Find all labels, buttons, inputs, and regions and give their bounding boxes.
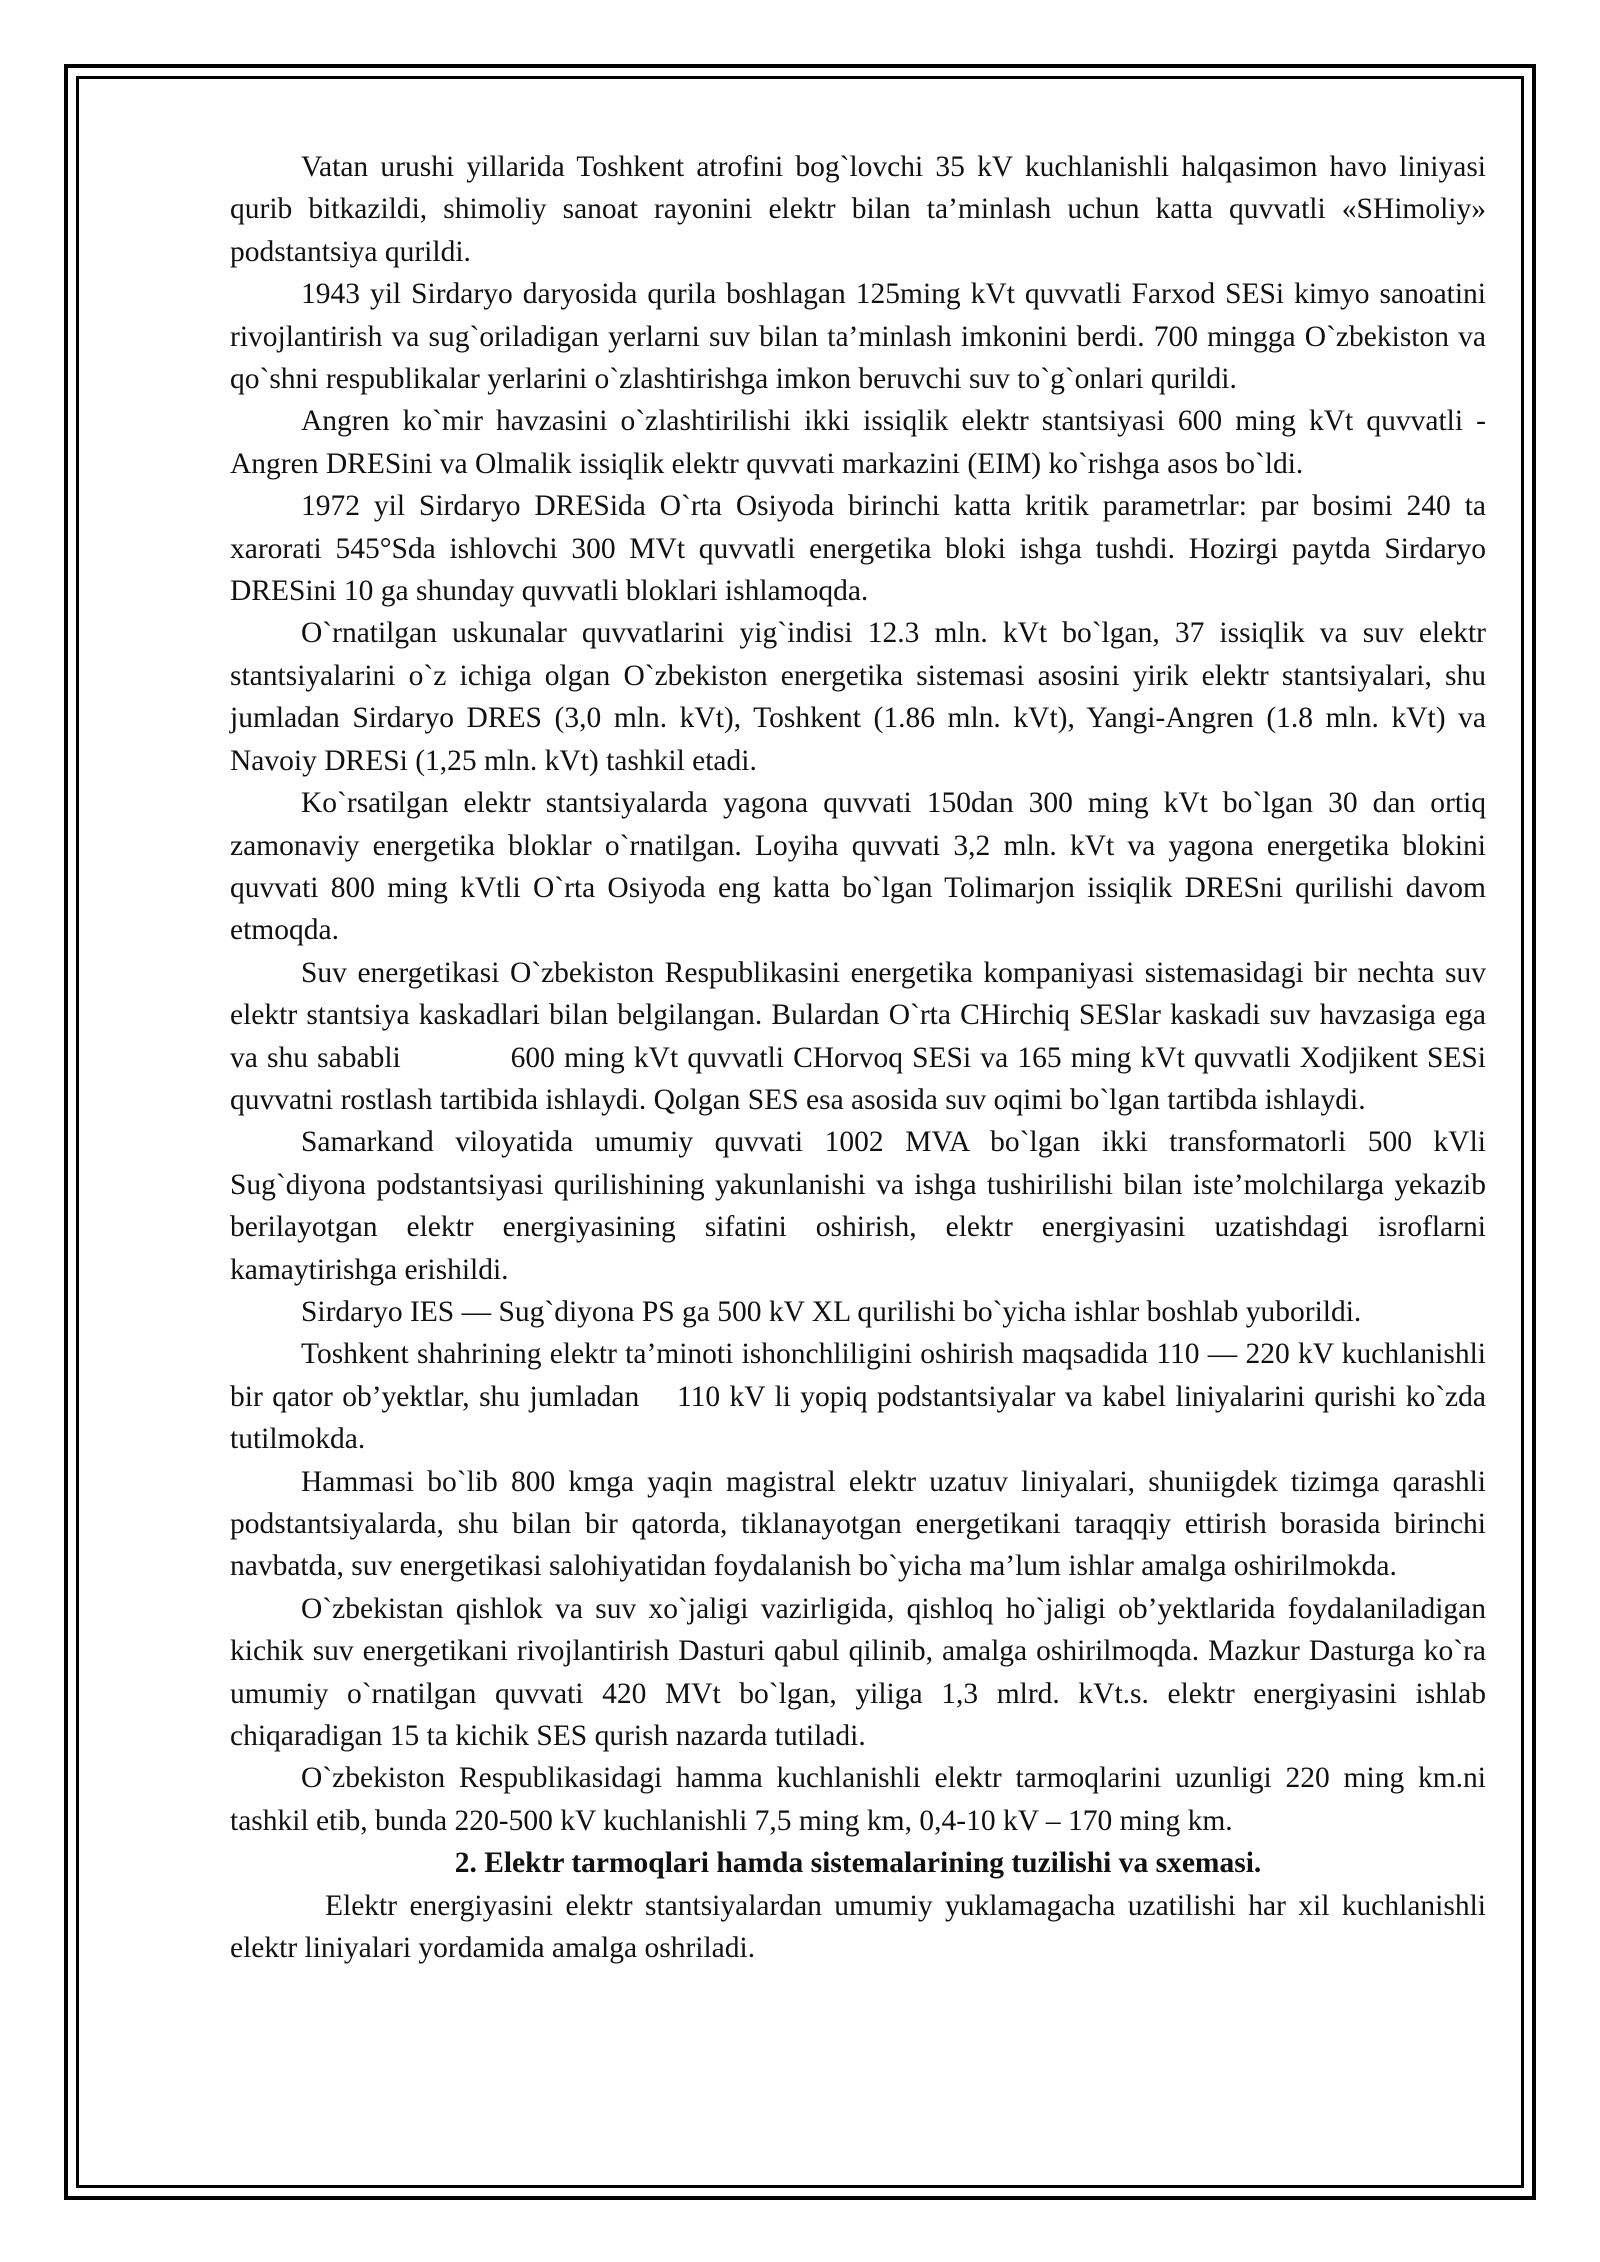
paragraph: Toshkent shahrining elektr ta’minoti ishonchliligini oshirish maqsadida 110 — 220 kV kuchlanishli bir qator ob’yektlar, shu jumladan 110 kV li yopiq podstantsiyalar va kabel liniyalarini qurishi ko`zda tutilmokda. bbox=[230, 1338, 1494, 1456]
paragraph: Suv energetikasi O`zbekiston Respublikasini energetika kompaniyasi sistemasidagi bir nechta suv elektr stantsiya kaskadlari bilan belgilangan. Bulardan O`rta CHirchiq SESlar kaskadi suv havzasiga ega va shu sababli 600 ming kVt quvvatli CHorvoq SESi va 165 ming kVt quvvatli Xodjikent SESi quvvatni rostlash tartibida ishlaydi. Qolgan SES esa asosida suv oqimi bo`lgan tartibda ishlaydi. bbox=[230, 956, 1494, 1116]
paragraph: O`rnatilgan uskunalar quvvatlarini yig`indisi 12.3 mln. kVt bo`lgan, 37 issiqlik va suv elektr stantsiyalarini o`z ichiga olgan O`zbekiston energetika sistemasi asosini yirik elektr stantsiyalari, shu jumladan Sirdaryo DRES (3,0 mln. kVt), Toshkent (1.86 mln. kVt), Yangi-Angren (1.8 mln. kVt) va Navoiy DRESi (1,25 mln. kVt) tashkil etadi. bbox=[230, 617, 1486, 777]
paragraph: 1943 yil Sirdaryo daryosida qurila boshlagan 125ming kVt quvvatli Farxod SESi kimyo sanoatini rivojlantirish va sug`oriladigan yerlarni suv bilan ta’minlash imkonini berdi. 700 mingga O`zbekiston va qo`shni respublikalar yerlarini o`zlashtirishga imkon beruvchi suv to`g`onlari qurildi. bbox=[230, 278, 1486, 396]
section-heading: 2. Elektr tarmoqlari hamda sistemalarining tuzilishi va sxemasi. bbox=[454, 1847, 1262, 1880]
paragraph: 1972 yil Sirdaryo DRESida O`rta Osiyoda birinchi katta kritik parametrlar: par bosimi 240 ta xarorati 545°Sda ishlovchi 300 MVt quvvatli energetika bloki ishga tushdi. Hozirgi paytda Sirdaryo DRESini 10 ga shunday quvvatli bloklari ishlamoqda. bbox=[230, 490, 1486, 608]
document-body bbox=[230, 146, 1494, 1969]
paragraph: Angren ko`mir havzasini o`zlashtirilishi ikki issiqlik elektr stantsiyasi 600 ming kVt quvvatli - Angren DRESini va Olmalik issiqlik elektr quvvati markazini (EIM) ko`rishga asos bo`ldi. bbox=[230, 405, 1486, 480]
paragraph: Hammasi bo`lib 800 kmga yaqin magistral elektr uzatuv liniyalari, shuniigdek tizimga qarashli podstantsiyalarda, shu bilan bir qatorda, tiklanayotgan energetikani taraqqiy ettirish borasida birinchi navbatda, suv energetikasi salohiyatidan foydalanish bo`yicha ma’lum ishlar amalga oshirilmokda. bbox=[230, 1465, 1486, 1583]
paragraph: O`zbekistan qishlok va suv xo`jaligi vazirligida, qishloq ho`jaligi ob’yektlarida foydalaniladigan kichik suv energetikani rivojlantirish Dasturi qabul qilinib, amalga oshirilmoqda. Mazkur Dasturga ko`ra umumiy o`rnatilgan quvvati 420 MVt bo`lgan, yiliga 1,3 mlrd. kVt.s. elektr energiyasini ishlab chiqaradigan 15 ta kichik SES qurish nazarda tutiladi. bbox=[230, 1592, 1486, 1753]
paragraph: Samarkand viloyatida umumiy quvvati 1002 MVA bo`lgan ikki transformatorli 500 kVli Sug`diyona podstantsiyasi qurilishining yakunlanishi va ishga tushirilishi bilan iste’molchilarga yekazib berilayotgan elektr energiyasining sifatini oshirish, elektr energiyasini uzatishdagi isroflarni kamaytirishga erishildi. bbox=[230, 1126, 1486, 1286]
paragraph: Vatan urushi yillarida Toshkent atrofini bog`lovchi 35 kV kuchlanishli halqasimon havo liniyasi qurib bitkazildi, shimoliy sanoat rayonini elektr bilan ta’minlash uchun katta quvvatli «SHimoliy» podstantsiya qurildi. bbox=[230, 151, 1486, 268]
paragraph: Elektr energiyasini elektr stantsiyalardan umumiy yuklamagacha uzatilishi har xil kuchlanishli elektr liniyalari yordamida amalga oshriladi. bbox=[230, 1889, 1486, 1965]
paragraph: Ko`rsatilgan elektr stantsiyalarda yagona quvvati 150dan 300 ming kVt bo`lgan 30 dan ortiq zamonaviy energetika bloklar o`rnatilgan. Loyiha quvvati 3,2 mln. kVt va yagona energetika blokini quvvati 800 ming kVtli O`rta Osiyoda eng katta bo`lgan Tolimarjon issiqlik DRESni qurilishi davom etmoqda. bbox=[230, 787, 1486, 947]
paragraph: O`zbekiston Respublikasidagi hamma kuchlanishli elektr tarmoqlarini uzunligi 220 ming km.ni tashkil etib, bunda 220-500 kV kuchlanishli 7,5 ming km, 0,4-10 kV – 170 ming km. bbox=[230, 1762, 1486, 1837]
paragraph: Sirdaryo IES — Sug`diyona PS ga 500 kV XL qurilishi bo`yicha ishlar boshlab yuborildi. bbox=[301, 1295, 1362, 1328]
